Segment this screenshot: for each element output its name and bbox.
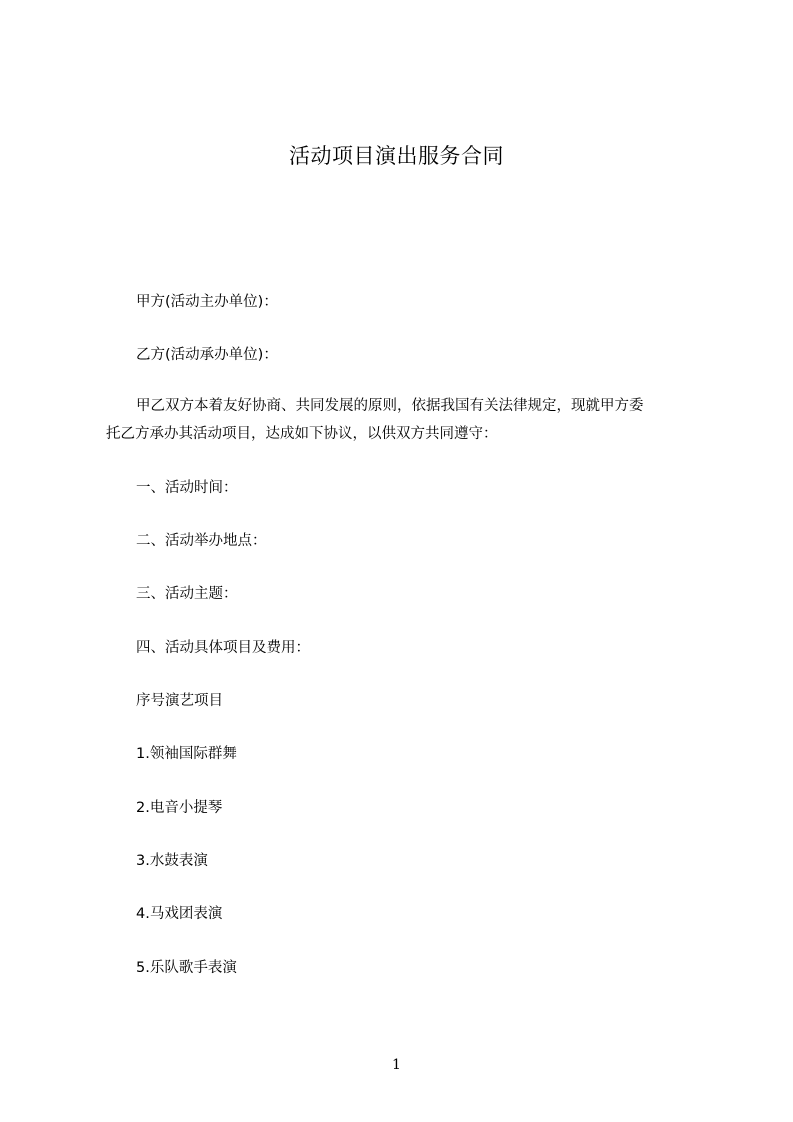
intro-paragraph: [106, 392, 696, 448]
intro-line-1: 甲乙双方本着友好协商、共同发展的原则，依据我国有关法律规定，现就甲方委: [136, 398, 644, 414]
party-b-label: 乙方(活动承办单位)：: [136, 347, 278, 363]
party-a-label: 甲方(活动主办单位)：: [136, 294, 278, 310]
page-number: 1: [392, 1057, 401, 1073]
list-item: 3.水鼓表演: [136, 853, 208, 869]
section-activity-theme: 三、活动主题：: [136, 586, 238, 602]
document-title: 活动项目演出服务合同: [289, 144, 504, 168]
list-item: 4.马戏团表演: [136, 906, 223, 922]
section-activity-venue: 二、活动举办地点：: [136, 533, 267, 549]
list-item: 1.领袖国际群舞: [136, 746, 237, 762]
section-projects-and-fees: 四、活动具体项目及费用：: [136, 640, 310, 656]
list-item: 5.乐队歌手表演: [136, 960, 237, 976]
list-header: 序号演艺项目: [136, 693, 223, 709]
list-item: 2.电音小提琴: [136, 800, 223, 816]
intro-line-2: 托乙方承办其活动项目，达成如下协议，以供双方共同遵守：: [106, 426, 498, 442]
section-activity-time: 一、活动时间：: [136, 480, 238, 496]
